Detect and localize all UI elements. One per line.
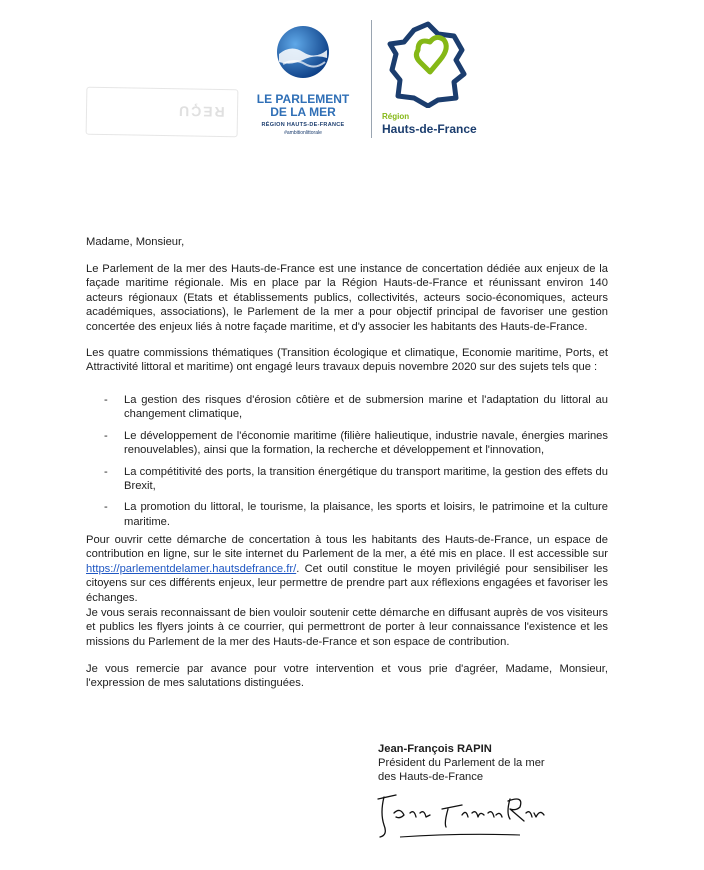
parlement-hashtag: #ambitionlittorale bbox=[284, 130, 322, 136]
parlement-de-la-mer-logo bbox=[236, 12, 370, 142]
received-stamp bbox=[86, 87, 239, 138]
signatory-title-line1: Président du Parlement de la mer bbox=[378, 757, 545, 769]
bullet-dash: - bbox=[104, 465, 108, 478]
list-item-text: Le développement de l'économie maritime (filière halieutique, industrie navale, énergies marines renouvelables), ainsi que la formation, la recherche et développement et l'innovation, bbox=[124, 429, 608, 457]
signatory-title-line2: des Hauts-de-France bbox=[378, 771, 484, 783]
region-label: Région bbox=[382, 112, 410, 121]
logo-divider bbox=[371, 20, 372, 138]
website-link[interactable]: https://parlementdelamer.hautsdefrance.fr/ bbox=[86, 562, 297, 575]
paragraph-intro: Le Parlement de la mer des Hauts-de-France est une instance de concertation dédiée aux enjeux de la façade maritime régionale. Mis en place par la Région Hauts-de-France et réunissant environ 140 acteurs régionaux (Etats et établissements publics, collectivités, acteurs socio-économiques, acteurs académiques, associations), le Parlement de la mer a pour objectif principal de favoriser une gestion concertée des enjeux liés à notre façade maritime, et d'y associer les habitants des Hauts-de-France. bbox=[86, 263, 608, 333]
parlement-subtitle: RÉGION HAUTS-DE-FRANCE bbox=[261, 122, 345, 128]
stamp-text: REÇU bbox=[177, 103, 226, 121]
sea-globe-icon bbox=[275, 24, 331, 80]
parlement-title bbox=[236, 93, 370, 119]
list-item-text: La promotion du littoral, le tourisme, la plaisance, les sports et loisirs, le patrimoine et la culture maritime. bbox=[124, 501, 608, 528]
salutation: Madame, Monsieur, bbox=[86, 236, 185, 248]
list-item-text: La gestion des risques d'érosion côtière et de submersion marine et l'adaptation du littoral au changement climatique, bbox=[124, 394, 608, 421]
paragraph-online-space bbox=[86, 533, 608, 605]
list-item-text: La compétitivité des ports, la transition énergétique du transport maritime, la gestion des effets du Brexit, bbox=[124, 465, 608, 493]
paragraph-flyers: Je vous serais reconnaissant de bien vouloir soutenir cette démarche en diffusant auprès de vos visiteurs et publics les flyers joints à ce courrier, qui permettront de porter à leur connaissance l'existence et les missions du Parlement de la mer des Hauts-de-France et son espace de contribution. bbox=[86, 607, 608, 648]
bullet-dash: - bbox=[104, 429, 108, 442]
bullet-dash: - bbox=[104, 501, 108, 514]
list-item bbox=[86, 500, 608, 529]
paragraph-commissions: Les quatre commissions thématiques (Transition écologique et climatique, Economie maritime, Ports, et Attractivité littoral et maritime) ont engagé leurs travaux depuis novembre 2020 sur des sujets tels que : bbox=[86, 347, 608, 374]
france-map-heart-icon bbox=[384, 20, 476, 108]
signatory-name: Jean-François RAPIN bbox=[378, 743, 492, 755]
paragraph-closing: Je vous remercie par avance pour votre intervention et vous prie d'agréer, Madame, Monsieur, l'expression de mes salutations distinguées. bbox=[86, 663, 608, 690]
list-item bbox=[86, 429, 608, 458]
handwritten-signature bbox=[370, 783, 550, 843]
list-item bbox=[86, 393, 608, 422]
list-item bbox=[86, 465, 608, 494]
topics-list bbox=[86, 393, 608, 536]
parlement-title-line2: DE LA MER bbox=[270, 105, 336, 119]
parlement-title-line1: LE PARLEMENT bbox=[256, 92, 350, 106]
region-name: Hauts-de-France bbox=[382, 122, 477, 136]
paragraph-online-space-before: Pour ouvrir cette démarche de concertation à tous les habitants des Hauts-de-France, un espace de contribution en ligne, sur le site internet du Parlement de la mer, a été mis en place. Il est accessible sur bbox=[86, 534, 608, 561]
paragraph-online-space-after: . Cet outil constitue le moyen privilégié pour sensibiliser les citoyens sur ces différents enjeux, leur permettre de prendre part aux réflexions engagées et favoriser les échanges. bbox=[86, 562, 608, 604]
bullet-dash: - bbox=[104, 394, 108, 406]
region-hauts-de-france-logo bbox=[378, 12, 490, 142]
